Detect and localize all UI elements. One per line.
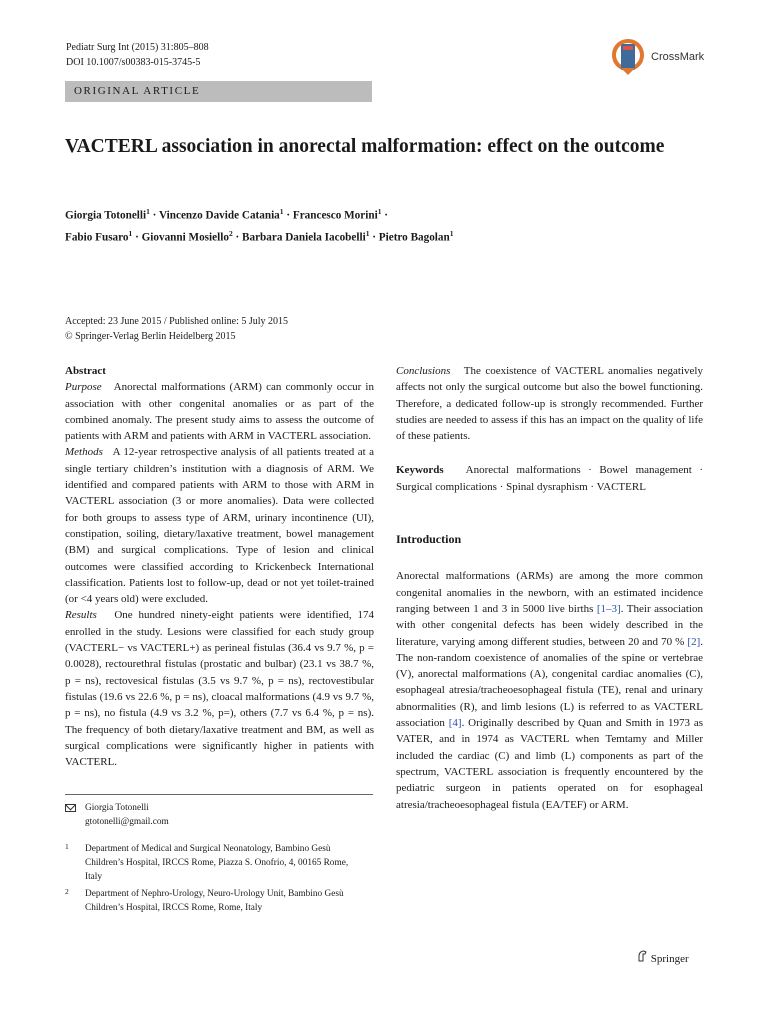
intro-text: . Their association with other congenital defects has been widely described in the literature, varying among different studies, between 20 and 70 % [396,602,703,648]
accepted-date: Accepted: 23 June 2015 / Published online: 5 July 2015 [65,316,289,327]
keywords [396,462,703,495]
author-affiliation: 1 [449,228,454,238]
author-affiliation: 1 [365,228,370,238]
affiliation-text: Department of Medical and Surgical Neonatology, Bambino Gesù Children’s Hospital, IRCCS Rome, Piazza S. Onofrio, 4, 00165 Rome, Italy [85,844,349,882]
crossmark-label: CrossMark [651,51,705,63]
results-text: One hundred ninety-eight patients were identified, 174 enrolled in the study. Lesions were classified for each study group (VACTERL− vs VACTERL+) as perineal fistulas (36.4 vs 9.7 %, p = 0.0028), rectourethral fistulas (prostatic and bulbar) (23.1 vs 38.7 %, p = ns), rectovesical fistulas (3.5 vs 9.7 %, p = ns), rectovestibular fistulas (19.6 vs 22.6 %, p = ns), cloacal malformations (4.9 vs 9.7 %, p = ns), no fistula (4.9 vs 3.2 %, p=), others (7.7 vs 6.4 %, p = ns). The frequency of both dietary/laxative treatment and BM, as well as surgical complications were significantly higher in patients with VACTERL. [65,609,375,769]
publisher-name: Springer [650,953,689,965]
author-name[interactable]: Fabio Fusaro [65,231,129,244]
conclusions-text: The coexistence of VACTERL anomalies negatively affects not only the surgical outcome but also the bowel functioning. Therefore, a dedicated follow-up is strongly recommended. Further studies are needed to assess if this has an impact on the quality of life of these patients. [396,365,703,443]
citation-link[interactable]: [1–3] [596,602,621,615]
affiliation-number: 1 [65,842,69,851]
author-name[interactable]: Francesco Morini [292,209,378,222]
intro-text: . The non-random coexistence of anomalies of the spine or vertebrae (V), anorectal malformations (A), congenital cardiac anomalies (C), esophageal atresia/tracheoesophageal fistula (TE), renal and urinary abnormalities (R), and limb lesions (L) is referred to as VACTERL association [396,635,703,730]
purpose-text: Anorectal malformations (ARM) can commonly occur in association with other congenital anomalies or as part of the combined anomaly. The present study aims to assess the outcome of patients with ARM and patients with ARM in VACTERL association. [65,381,374,443]
author-affiliation: 1 [279,207,284,216]
abstract-column [65,363,374,770]
correspondence-name: Giorgia Totonelli [85,803,149,813]
footnote-divider [65,794,373,795]
results-label: Results [65,609,97,622]
crossmark-icon [611,38,645,76]
abstract-conclusions [396,363,703,444]
author-affiliation: 1 [146,207,150,216]
affiliation-text: Department of Nephro-Urology, Neuro-Urology Unit, Bambino Gesù Children’s Hospital, IRCCS Rome, Rome, Italy [85,889,344,913]
intro-text: Anorectal malformations (ARMs) are among the more common congenital anomalies in the newborn, with an estimated incidence ranging between 1 and 3 in 5000 live births [396,570,703,615]
citation-link[interactable]: [2] [687,635,701,648]
conclusions-label: Conclusions [396,365,451,377]
abstract-methods [65,444,374,607]
author-affiliation: 2 [228,228,233,238]
abstract-results [65,607,374,770]
copyright-line: © Springer-Verlag Berlin Heidelberg 2015 [65,331,236,342]
correspondence [65,801,374,829]
author-name[interactable]: Vincenzo Davide Catania [159,209,280,222]
author-name[interactable]: Giovanni Mosiello [141,231,229,244]
abstract-purpose [65,379,374,444]
author-name[interactable]: Giorgia Totonelli [65,209,147,222]
author-list [65,203,705,246]
author-name[interactable]: Pietro Bagolan [378,231,450,244]
publisher-footer [636,950,689,965]
methods-text: A 12-year retrospective analysis of all patients treated at a single tertiary children’s institution with a diagnosis of ARM. We identified and compared patients with ARM to those with ARM in VACTERL association (3 or more anomalies). Data were collected for both groups to assess type of ARM, urinary incontinence (UI), constipation, soiling, dietary/laxative treatment, bowel management (BM) and surgical complications. Type of lesion and clinical outcomes were classified according to Krickenbeck International classification. Patients lost to follow-up, dead or not yet toilet-trained (or <4 years old) were excluded. [65,446,374,606]
affiliation-1 [65,842,355,884]
citation-link[interactable]: [4] [448,717,462,730]
envelope-icon [65,804,76,812]
introduction-heading: Introduction [396,532,462,547]
affiliation-2 [65,887,355,915]
article-title: VACTERL association in anorectal malformation: effect on the outcome [65,136,665,157]
springer-horse-icon [636,950,648,962]
crossmark-badge[interactable] [611,38,711,78]
right-column [396,363,703,813]
keywords-label: Keywords [396,464,444,477]
methods-label: Methods [65,446,103,459]
intro-text: . Originally described by Quan and Smith in 1973 as VATER, and in 1974 as VACTERL when Temtamy and Miller included the cardiac (C) and limb (L) components as part of the spectrum, VACTERL association is frequently encountered by the pediatric surgeon in patients operated on for esophageal atresia/tracheoesophageal fistula (EA/TEF) or ARM. [396,717,703,811]
author-name[interactable]: Barbara Daniela Iacobelli [242,231,366,244]
correspondence-email[interactable]: gtotonelli@gmail.com [85,817,169,827]
keywords-text: Anorectal malformations · Bowel management · Surgical complications · Spinal dysraphism · VACTERL [396,464,703,493]
abstract-heading: Abstract [65,365,106,377]
introduction-paragraph [396,568,703,812]
author-line-2: Fabio Fusaro$^1$ · Giovanni Mosiello$^2$ · Barbara Daniela Iacobelli$^1$ · Pietro Bagolan$^1$ [65,228,454,244]
article-type-banner: ORIGINAL ARTICLE [65,81,372,102]
author-affiliation: 1 [377,207,382,216]
journal-citation-block [66,40,209,70]
purpose-label: Purpose [65,381,102,394]
doi[interactable]: DOI 10.1007/s00383-015-3745-5 [66,57,201,68]
publication-dates [65,314,465,344]
journal-citation: Pediatr Surg Int (2015) 31:805–808 [66,42,209,53]
author-affiliation: 1 [128,228,133,238]
affiliation-number: 2 [65,887,69,896]
author-line-1: Giorgia Totonelli$^1$ · Vincenzo Davide Catania$^1$ · Francesco Morini$^1$ · [65,207,388,222]
